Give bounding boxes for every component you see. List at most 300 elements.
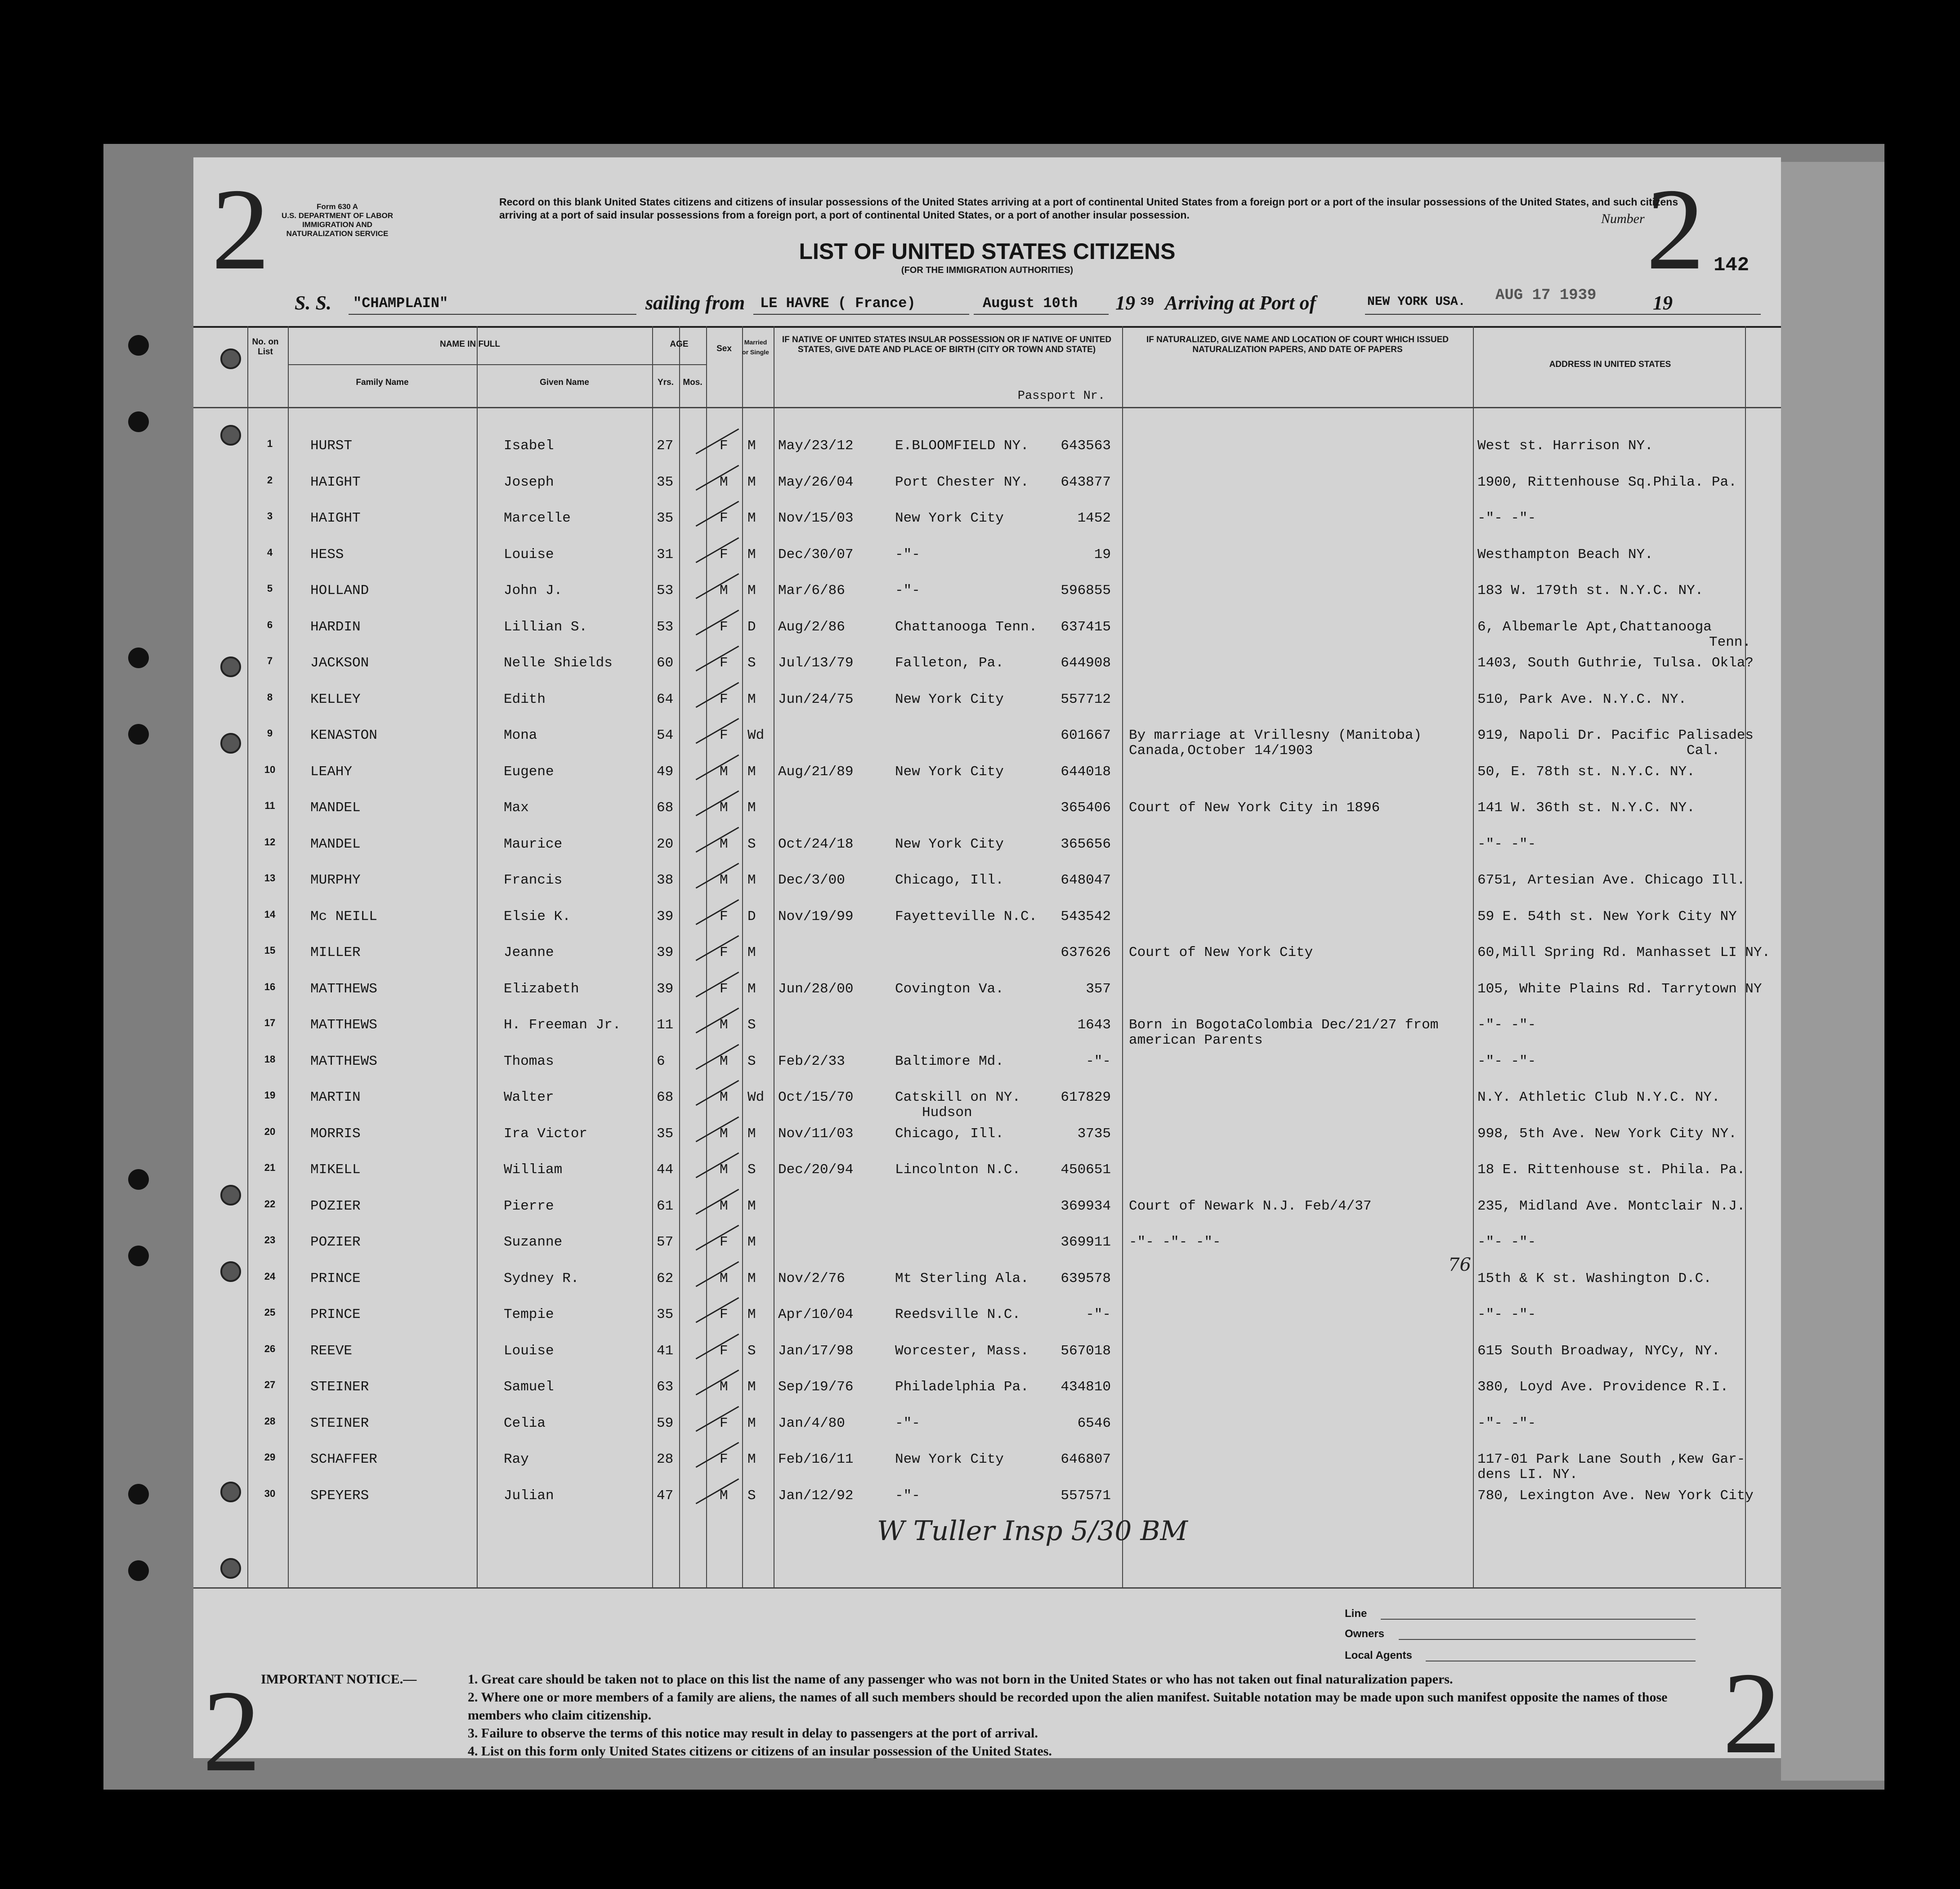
cell-ms: D xyxy=(747,619,756,635)
cell-family: MORRIS xyxy=(310,1125,361,1142)
cell-dob: Jul/13/79 xyxy=(778,655,854,671)
cell-no: 21 xyxy=(264,1162,276,1173)
check-mark xyxy=(696,1044,739,1070)
cell-addr: Westhampton Beach NY. xyxy=(1477,546,1653,563)
binder-hole xyxy=(128,1560,149,1581)
cell-sex: F xyxy=(720,510,728,526)
cell-passport: 639578 xyxy=(1061,1270,1111,1286)
cell-nat: By marriage at Vrillesny (Manitoba) xyxy=(1129,728,1422,743)
sail-date: August 10th xyxy=(983,295,1078,312)
cell-no: 28 xyxy=(264,1415,276,1427)
form-id-text: Form 630 A xyxy=(317,202,358,211)
cell-place: Baltimore Md. xyxy=(895,1053,1004,1069)
cell-ms: Wd xyxy=(747,1090,765,1105)
cell-family: POZIER xyxy=(310,1198,361,1214)
cell-age: 47 xyxy=(657,1487,674,1504)
cell-place: New York City xyxy=(895,510,1004,526)
cell-ms: M xyxy=(747,691,756,707)
cell-sex: F xyxy=(720,655,728,671)
cell-sex: M xyxy=(720,1162,728,1178)
cell-passport: 357 xyxy=(1086,981,1111,997)
cell-passport: 648047 xyxy=(1061,872,1111,888)
cell-given: Celia xyxy=(504,1415,546,1431)
cell-given: Nelle Shields xyxy=(504,655,613,671)
cell-passport: 369911 xyxy=(1061,1234,1111,1250)
cell-addr2: Tenn. xyxy=(1709,634,1751,650)
check-mark xyxy=(696,1406,739,1432)
table-row xyxy=(193,1332,1781,1368)
form-subtitle: (FOR THE IMMIGRATION AUTHORITIES) xyxy=(901,265,1074,275)
cell-sex: F xyxy=(720,691,728,707)
cell-addr: 183 W. 179th st. N.Y.C. NY. xyxy=(1477,583,1704,598)
cell-passport: 557712 xyxy=(1061,691,1111,707)
cell-age: 64 xyxy=(657,691,674,707)
form-instruction: Record on this blank United States citizens and citizens of insular possessions of the United States arriving at a port of continental United States from a foreign port or a port of the insular possessions of the United States, and such citizens arriving at a port of said insular possessions from a foreign port, a port of continental United States, or a port of another insular possession. xyxy=(499,196,1678,221)
check-mark xyxy=(696,718,739,744)
header-bottom-rule xyxy=(193,407,1781,408)
cell-passport: 434810 xyxy=(1061,1379,1111,1395)
check-mark xyxy=(696,1370,739,1396)
cell-age: 57 xyxy=(657,1234,674,1250)
table-row xyxy=(193,970,1781,1006)
col-family-name: Family Name xyxy=(356,378,409,387)
cell-passport: 596855 xyxy=(1061,583,1111,598)
cell-sex: F xyxy=(720,438,728,454)
cell-addr: 6, Albemarle Apt,Chattanooga xyxy=(1477,619,1712,635)
cell-dob: Nov/2/76 xyxy=(778,1270,845,1286)
cell-dob: Jan/12/92 xyxy=(778,1487,854,1504)
cell-addr: -"- -"- xyxy=(1477,1234,1536,1250)
cell-age: 60 xyxy=(657,655,674,671)
table-row xyxy=(193,1224,1781,1259)
col-passport: Passport Nr. xyxy=(1017,389,1105,403)
cell-no: 13 xyxy=(264,872,276,884)
line-rule xyxy=(1381,1619,1696,1620)
check-mark xyxy=(696,573,739,599)
cell-ms: D xyxy=(747,908,756,924)
cell-passport: 543542 xyxy=(1061,908,1111,924)
cell-sex: M xyxy=(720,800,728,816)
cell-dob: Oct/15/70 xyxy=(778,1090,854,1105)
col-sex: Sex xyxy=(716,344,732,353)
important-notice xyxy=(261,1670,1700,1760)
cell-age: 27 xyxy=(657,438,674,454)
underline xyxy=(974,313,1109,315)
cell-place: Catskill on NY. xyxy=(895,1090,1021,1105)
cell-given: Marcelle xyxy=(504,510,571,526)
cell-sex: F xyxy=(720,619,728,635)
cell-given: Sydney R. xyxy=(504,1270,579,1286)
cell-age: 41 xyxy=(657,1343,674,1359)
cell-no: 27 xyxy=(264,1379,276,1390)
cell-sex: F xyxy=(720,728,728,743)
cell-given: H. Freeman Jr. xyxy=(504,1017,621,1033)
table-row xyxy=(193,934,1781,970)
check-mark xyxy=(696,609,739,635)
table-row xyxy=(193,427,1781,463)
table-row xyxy=(193,1188,1781,1224)
cell-addr: 15th & K st. Washington D.C. xyxy=(1477,1270,1712,1286)
cell-ms: S xyxy=(747,655,756,671)
table-row xyxy=(193,826,1781,862)
cell-sex: F xyxy=(720,1415,728,1431)
cell-no: 25 xyxy=(264,1307,276,1318)
cell-nat: -"- -"- -"- xyxy=(1129,1234,1221,1250)
cell-age: 59 xyxy=(657,1415,674,1431)
cell-age: 20 xyxy=(657,836,674,852)
cell-given: Ray xyxy=(504,1451,529,1467)
check-mark xyxy=(696,1225,739,1251)
check-mark xyxy=(696,682,739,708)
cell-passport: 643563 xyxy=(1061,438,1111,454)
arrival-stamp: AUG 17 1939 xyxy=(1495,287,1597,304)
cell-dob: Aug/2/86 xyxy=(778,619,845,635)
cell-sex: F xyxy=(720,945,728,960)
age-divider xyxy=(652,364,706,365)
cell-no: 16 xyxy=(264,981,276,992)
cell-ms: M xyxy=(747,510,756,526)
cell-family: MATTHEWS xyxy=(310,981,377,997)
cell-addr: 919, Napoli Dr. Pacific Palisades xyxy=(1477,728,1754,743)
cell-place: Chattanooga Tenn. xyxy=(895,619,1038,635)
notice-list xyxy=(468,1670,1700,1760)
cell-age: 54 xyxy=(657,728,674,743)
cell-no: 24 xyxy=(264,1270,276,1282)
cell-place: -"- xyxy=(895,546,920,563)
table-row xyxy=(193,464,1781,500)
check-mark xyxy=(696,1008,739,1034)
table-row xyxy=(193,1006,1781,1048)
year-prefix-2: 19 xyxy=(1653,292,1673,314)
cell-place: New York City xyxy=(895,764,1004,780)
cell-family: PRINCE xyxy=(310,1307,361,1322)
form-number-right: 2 xyxy=(1646,165,1705,294)
cell-given: Walter xyxy=(504,1090,554,1105)
cell-sex: F xyxy=(720,1234,728,1250)
cell-age: 35 xyxy=(657,474,674,490)
cell-sex: F xyxy=(720,1307,728,1322)
table-row xyxy=(193,572,1781,608)
col-name-in-full: NAME IN FULL xyxy=(439,339,501,349)
table-row xyxy=(193,681,1781,717)
sailing-label: sailing from xyxy=(645,292,745,314)
cell-place2: Hudson xyxy=(922,1105,972,1121)
cell-ms: M xyxy=(747,1270,756,1286)
cell-ms: M xyxy=(747,1379,756,1395)
notice-heading: IMPORTANT NOTICE.— xyxy=(261,1672,417,1687)
page-number: 142 xyxy=(1714,254,1750,277)
table-row xyxy=(193,1477,1781,1513)
cell-no: 23 xyxy=(264,1234,276,1246)
cell-dob: Dec/3/00 xyxy=(778,872,845,888)
cell-family: MATTHEWS xyxy=(310,1053,377,1069)
cell-place: Covington Va. xyxy=(895,981,1004,997)
cell-no: 9 xyxy=(267,728,273,739)
cell-addr: 510, Park Ave. N.Y.C. NY. xyxy=(1477,691,1687,707)
cell-age: 49 xyxy=(657,764,674,780)
check-mark xyxy=(696,1261,739,1287)
cell-addr: 998, 5th Ave. New York City NY. xyxy=(1477,1125,1737,1142)
cell-age: 39 xyxy=(657,945,674,960)
cell-sex: M xyxy=(720,1017,728,1033)
port-from: LE HAVRE ( France) xyxy=(760,295,916,312)
cell-place: Chicago, Ill. xyxy=(895,872,1004,888)
cell-dob: Jun/24/75 xyxy=(778,691,854,707)
cell-ms: M xyxy=(747,474,756,490)
cell-ms: M xyxy=(747,1234,756,1250)
cell-passport: 6546 xyxy=(1077,1415,1111,1431)
cell-no: 12 xyxy=(264,836,276,848)
cell-passport: 637626 xyxy=(1061,945,1111,960)
cell-ms: S xyxy=(747,1017,756,1033)
cell-dob: May/23/12 xyxy=(778,438,854,454)
cell-sex: F xyxy=(720,546,728,563)
cell-dob: Apr/10/04 xyxy=(778,1307,854,1322)
cell-passport: -"- xyxy=(1086,1307,1111,1322)
cell-age: 68 xyxy=(657,800,674,816)
underline xyxy=(349,313,636,315)
cell-given: Julian xyxy=(504,1487,554,1504)
cell-ms: S xyxy=(747,1343,756,1359)
col-birth: IF NATIVE OF UNITED STATES INSULAR POSSESSION OR IF NATIVE OF UNITED STATES, GIVE DATE AND PLACE OF BIRTH (CITY OR TOWN AND STATE) xyxy=(782,335,1112,354)
cell-place: Chicago, Ill. xyxy=(895,1125,1004,1142)
cell-ms: M xyxy=(747,1451,756,1467)
check-mark xyxy=(696,971,739,997)
cell-sex: M xyxy=(720,474,728,490)
cell-place: Fayetteville N.C. xyxy=(895,908,1038,924)
col-no-on-list: No. on List xyxy=(252,337,279,357)
cell-no: 5 xyxy=(267,583,273,594)
ship-name: "CHAMPLAIN" xyxy=(353,295,448,312)
cell-family: KELLEY xyxy=(310,691,361,707)
cell-family: KENASTON xyxy=(310,728,377,743)
table-row xyxy=(193,717,1781,759)
cell-place: Reedsville N.C. xyxy=(895,1307,1021,1322)
check-mark xyxy=(696,754,739,780)
table-row xyxy=(193,1079,1781,1121)
arriving-label: Arriving at Port of xyxy=(1165,292,1316,314)
cell-dob: Sep/19/76 xyxy=(778,1379,854,1395)
table-row xyxy=(193,789,1781,825)
cell-sex: M xyxy=(720,1270,728,1286)
cell-ms: S xyxy=(747,1162,756,1178)
port-to: NEW YORK USA. xyxy=(1367,295,1466,309)
cell-age: 62 xyxy=(657,1270,674,1286)
notice-item: 4. List on this form only United States citizens or citizens of an insular possession of the United States. xyxy=(468,1744,1052,1759)
cell-no: 8 xyxy=(267,691,273,703)
cell-ms: M xyxy=(747,1198,756,1214)
cell-sex: F xyxy=(720,908,728,924)
cell-age: 53 xyxy=(657,619,674,635)
cell-ms: S xyxy=(747,1053,756,1069)
table-row xyxy=(193,536,1781,572)
cell-ms: S xyxy=(747,1487,756,1504)
cell-addr: 59 E. 54th st. New York City NY xyxy=(1477,908,1737,924)
cell-passport: 450651 xyxy=(1061,1162,1111,1178)
cell-passport: 617829 xyxy=(1061,1090,1111,1105)
cell-passport: 644908 xyxy=(1061,655,1111,671)
cell-place: Philadelphia Pa. xyxy=(895,1379,1029,1395)
cell-addr: 50, E. 78th st. N.Y.C. NY. xyxy=(1477,764,1695,780)
cell-passport: 365406 xyxy=(1061,800,1111,816)
cell-given: Max xyxy=(504,800,529,816)
cell-family: Mc NEILL xyxy=(310,908,377,924)
cell-dob: Nov/19/99 xyxy=(778,908,854,924)
cell-age: 53 xyxy=(657,583,674,598)
cell-age: 28 xyxy=(657,1451,674,1467)
table-row xyxy=(193,1296,1781,1332)
name-divider xyxy=(288,364,652,365)
col-address: ADDRESS IN UNITED STATES xyxy=(1549,360,1671,369)
cell-place: New York City xyxy=(895,836,1004,852)
cell-place: -"- xyxy=(895,1487,920,1504)
cell-family: SCHAFFER xyxy=(310,1451,377,1467)
cell-given: Louise xyxy=(504,546,554,563)
margin-note: 76 xyxy=(1448,1255,1471,1275)
check-mark xyxy=(696,790,739,817)
binder-hole xyxy=(128,411,149,432)
cell-addr: -"- -"- xyxy=(1477,1053,1536,1069)
cell-passport: 557571 xyxy=(1061,1487,1111,1504)
cell-ms: M xyxy=(747,1415,756,1431)
cell-place: -"- xyxy=(895,583,920,598)
cell-passport: -"- xyxy=(1086,1053,1111,1069)
cell-sex: M xyxy=(720,836,728,852)
cell-addr: -"- -"- xyxy=(1477,1415,1536,1431)
cell-family: STEINER xyxy=(310,1415,369,1431)
cell-addr: 105, White Plains Rd. Tarrytown NY xyxy=(1477,981,1762,997)
table-row xyxy=(193,753,1781,789)
notice-item: 3. Failure to observe the terms of this notice may result in delay to passengers at the port of arrival. xyxy=(468,1726,1038,1741)
cell-passport: 365656 xyxy=(1061,836,1111,852)
cell-given: Pierre xyxy=(504,1198,554,1214)
check-mark xyxy=(696,863,739,889)
dept-line: IMMIGRATION AND xyxy=(302,220,372,229)
table-row xyxy=(193,1441,1781,1483)
cell-no: 20 xyxy=(264,1125,276,1137)
cell-family: MILLER xyxy=(310,945,361,960)
cell-no: 11 xyxy=(264,800,275,811)
cell-addr2: dens LI. NY. xyxy=(1477,1467,1578,1483)
cell-no: 3 xyxy=(267,510,273,522)
underline xyxy=(1365,313,1761,315)
cell-passport: 19 xyxy=(1094,546,1111,563)
cell-addr: 615 South Broadway, NYCy, NY. xyxy=(1477,1343,1720,1359)
table-row xyxy=(193,1368,1781,1404)
table-row xyxy=(193,644,1781,680)
cell-place: Worcester, Mass. xyxy=(895,1343,1029,1359)
check-mark xyxy=(696,537,739,563)
form-id xyxy=(270,202,405,238)
cell-dob: Nov/11/03 xyxy=(778,1125,854,1142)
cell-place: -"- xyxy=(895,1415,920,1431)
cell-place: E.BLOOMFIELD NY. xyxy=(895,438,1029,454)
cell-nat: Born in BogotaColombia Dec/21/27 from xyxy=(1129,1017,1439,1033)
cell-family: MATTHEWS xyxy=(310,1017,377,1033)
cell-place: New York City xyxy=(895,1451,1004,1467)
cell-no: 4 xyxy=(267,546,273,558)
cell-passport: 644018 xyxy=(1061,764,1111,780)
cell-dob: Dec/30/07 xyxy=(778,546,854,563)
cell-given: Edith xyxy=(504,691,546,707)
binder-hole xyxy=(128,335,149,356)
ss-label: S. S. xyxy=(295,292,331,314)
table-row xyxy=(193,1115,1781,1151)
binder-hole xyxy=(128,1246,149,1266)
cell-family: HESS xyxy=(310,546,344,563)
cell-dob: Mar/6/86 xyxy=(778,583,845,598)
cell-no: 2 xyxy=(267,474,273,486)
manifest-sheet xyxy=(193,157,1781,1796)
check-mark xyxy=(696,935,739,961)
cell-addr: 117-01 Park Lane South ,Kew Gar- xyxy=(1477,1451,1745,1467)
cell-family: HARDIN xyxy=(310,619,361,635)
cell-dob: Feb/16/11 xyxy=(778,1451,854,1467)
cell-family: STEINER xyxy=(310,1379,369,1395)
cell-ms: Wd xyxy=(747,728,765,743)
cell-place: Falleton, Pa. xyxy=(895,655,1004,671)
cell-addr: 18 E. Rittenhouse st. Phila. Pa. xyxy=(1477,1162,1745,1178)
cell-passport: 637415 xyxy=(1061,619,1111,635)
owners-rule xyxy=(1399,1639,1696,1640)
cell-sex: M xyxy=(720,872,728,888)
owners-label: Owners xyxy=(1345,1628,1385,1640)
cell-ms: M xyxy=(747,800,756,816)
dept-line: NATURALIZATION SERVICE xyxy=(286,229,389,238)
cell-age: 44 xyxy=(657,1162,674,1178)
cell-age: 39 xyxy=(657,981,674,997)
table-row xyxy=(193,1043,1781,1079)
local-agents-label: Local Agents xyxy=(1345,1649,1412,1661)
table-row xyxy=(193,1405,1781,1441)
cell-age: 38 xyxy=(657,872,674,888)
cell-no: 18 xyxy=(264,1053,276,1065)
cell-nat2: Canada,October 14/1903 xyxy=(1129,743,1313,759)
check-mark xyxy=(696,1080,739,1106)
cell-passport: 1643 xyxy=(1077,1017,1111,1033)
cell-passport: 3735 xyxy=(1077,1125,1111,1142)
line-label: Line xyxy=(1345,1608,1367,1620)
cell-ms: M xyxy=(747,945,756,960)
cell-dob: Nov/15/03 xyxy=(778,510,854,526)
cell-addr: 780, Lexington Ave. New York City xyxy=(1477,1487,1754,1504)
cell-given: Joseph xyxy=(504,474,554,490)
cell-ms: M xyxy=(747,1307,756,1322)
cell-sex: M xyxy=(720,1090,728,1105)
cell-no: 30 xyxy=(264,1487,276,1499)
cell-given: Suzanne xyxy=(504,1234,563,1250)
cell-passport: 1452 xyxy=(1077,510,1111,526)
form-number-bottom-right: 2 xyxy=(1723,1648,1781,1778)
check-mark xyxy=(696,826,739,853)
cell-dob: Dec/20/94 xyxy=(778,1162,854,1178)
cell-addr: -"- -"- xyxy=(1477,510,1536,526)
cell-given: Tempie xyxy=(504,1307,554,1322)
check-mark xyxy=(696,1152,739,1179)
check-mark xyxy=(696,1297,739,1323)
cell-sex: M xyxy=(720,764,728,780)
cell-place: Mt Sterling Ala. xyxy=(895,1270,1029,1286)
cell-given: Ira Victor xyxy=(504,1125,588,1142)
number-label: Number xyxy=(1601,211,1645,226)
col-naturalized: IF NATURALIZED, GIVE NAME AND LOCATION OF COURT WHICH ISSUED NATURALIZATION PAPERS, AND DATE OF PAPERS xyxy=(1146,335,1449,354)
cell-addr2: Cal. xyxy=(1687,743,1720,759)
cell-given: Francis xyxy=(504,872,563,888)
cell-passport: 601667 xyxy=(1061,728,1111,743)
cell-no: 15 xyxy=(264,945,276,956)
cell-place: Port Chester NY. xyxy=(895,474,1029,490)
cell-given: Maurice xyxy=(504,836,563,852)
